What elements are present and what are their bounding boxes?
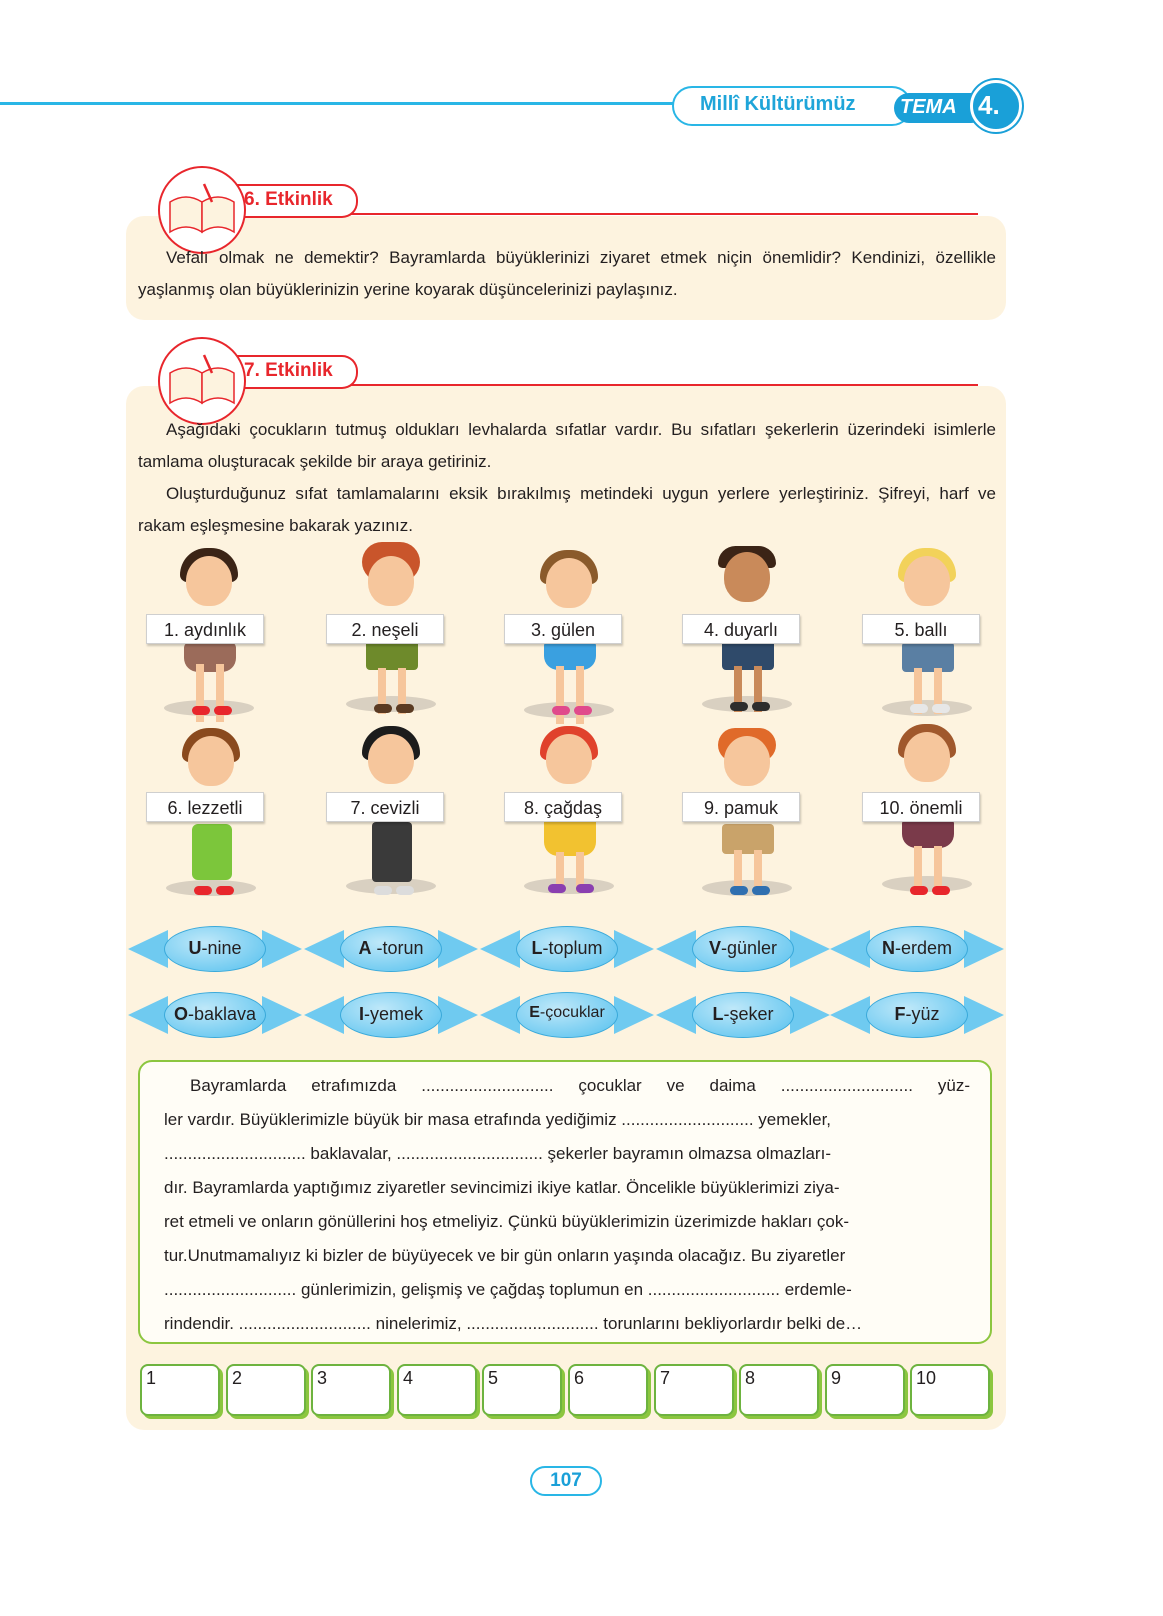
- candy-wrapper: [438, 996, 478, 1034]
- candy: [128, 924, 302, 974]
- shoe: [730, 702, 748, 711]
- candy-label: [866, 1004, 968, 1025]
- answer-box-number: 4: [403, 1368, 414, 1388]
- candy-wrapper: [262, 930, 302, 968]
- passage-line: ............................ günlerimizin, gelişmiş ve çağdaş toplumun en ............................ erdemle-: [164, 1280, 852, 1299]
- head: [904, 556, 950, 606]
- candy-word: -baklava: [187, 1004, 257, 1024]
- adjective-sign: 5. ballı: [862, 614, 980, 644]
- candy-letter: I: [358, 1004, 364, 1024]
- candy-letter: L: [531, 938, 543, 958]
- shoe: [194, 886, 212, 895]
- candy-word: -şeker: [723, 1004, 774, 1024]
- shoe: [552, 706, 570, 715]
- adjective-sign: 6. lezzetli: [146, 792, 264, 822]
- candy: [304, 924, 478, 974]
- candy: [830, 990, 1004, 1040]
- candy-letter: A: [358, 938, 372, 958]
- candy-wrapper: [128, 930, 168, 968]
- candy-wrapper: [964, 930, 1004, 968]
- candy-wrapper: [128, 996, 168, 1034]
- answer-box-number: 9: [831, 1368, 842, 1388]
- candy-word: -torun: [371, 938, 424, 958]
- candy-letter: U: [188, 938, 202, 958]
- answer-box[interactable]: [397, 1364, 477, 1416]
- activity7-instruction-1: Aşağıdaki çocukların tutmuş oldukları levhalarda sıfatlar vardır. Bu sıfatları şekerlerin üzerindeki isimlerle tamlama oluşturacak şekilde bir araya getiriniz.: [138, 420, 996, 471]
- candy-label: [164, 1004, 266, 1025]
- activity6-text: Vefalı olmak ne demektir? Bayramlarda büyüklerinizi ziyaret etmek niçin önemlidir? Kendinizi, özellikle yaşlanmış olan büyüklerinizin yerine koyarak düşüncelerinizi paylaşınız.: [138, 248, 996, 299]
- shoe: [216, 886, 234, 895]
- shoe: [396, 704, 414, 713]
- passage-line: dır. Bayramlarda yaptığımız ziyaretler sevincimizi ikiye katlar. Öncelikle büyüklerimizi ziya-: [164, 1178, 840, 1197]
- shoe: [214, 706, 232, 715]
- answer-box-number: 3: [317, 1368, 328, 1388]
- page-number: 107: [550, 1470, 582, 1491]
- candy-wrapper: [262, 996, 302, 1034]
- pants: [192, 824, 232, 880]
- passage-line: .............................. baklavalar, ............................... şekerler bayramın olmazsa olmazları-: [164, 1144, 831, 1163]
- answer-box[interactable]: [226, 1364, 306, 1416]
- candy-letter: E: [529, 1004, 540, 1021]
- tema-number: 4.: [978, 90, 1000, 120]
- candy: [480, 924, 654, 974]
- adjective-sign: 4. duyarlı: [682, 614, 800, 644]
- candy-wrapper: [830, 996, 870, 1034]
- candy-word: -çocuklar: [539, 1004, 605, 1021]
- head: [368, 734, 414, 784]
- head: [188, 736, 234, 786]
- candy-wrapper: [480, 996, 520, 1034]
- candy-label: [692, 938, 794, 959]
- adjective-sign: 8. çağdaş: [504, 792, 622, 822]
- candy-label: [516, 1004, 618, 1022]
- header-rule: [0, 102, 680, 105]
- answer-box[interactable]: [482, 1364, 562, 1416]
- activity7-rule: [350, 384, 978, 386]
- candy-label: [692, 1004, 794, 1025]
- candy-wrapper: [790, 930, 830, 968]
- passage-line: ler vardır. Büyüklerimizle büyük bir masa etrafında yediğimiz ............................ yemekler,: [164, 1110, 832, 1129]
- candy-word: -yemek: [364, 1004, 424, 1024]
- answer-box-number: 6: [574, 1368, 585, 1388]
- shoe: [910, 704, 928, 713]
- shoe: [752, 886, 770, 895]
- candy: [128, 990, 302, 1040]
- candy-label: [340, 1004, 442, 1025]
- candy-wrapper: [480, 930, 520, 968]
- candy-label: [866, 938, 968, 959]
- candy-wrapper: [304, 930, 344, 968]
- shoe: [932, 886, 950, 895]
- shoe: [910, 886, 928, 895]
- shoe: [932, 704, 950, 713]
- activity6-rule: [350, 213, 978, 215]
- answer-box-number: 1: [146, 1368, 157, 1388]
- shoe: [192, 706, 210, 715]
- head: [724, 552, 770, 602]
- candy-word: -günler: [720, 938, 778, 958]
- shoe: [548, 884, 566, 893]
- activity7-instruction-2: Oluşturduğunuz sıfat tamlamalarını eksik bırakılmış metindeki uygun yerlere yerleştiriniz. Şifreyi, harf ve rakam eşleşmesine bakarak yazınız.: [138, 484, 996, 535]
- adjective-sign: 2. neşeli: [326, 614, 444, 644]
- answer-box-number: 2: [232, 1368, 243, 1388]
- activity7-title: 7. Etkinlik: [244, 360, 333, 381]
- adjective-sign: 9. pamuk: [682, 792, 800, 822]
- candy: [830, 924, 1004, 974]
- adjective-sign: 7. cevizli: [326, 792, 444, 822]
- answer-box[interactable]: [910, 1364, 990, 1416]
- passage-line: rindendir. ............................ ninelerimiz, ............................ torunlarını bekliyorlardır belki de…: [164, 1314, 863, 1333]
- candy-label: [340, 938, 442, 959]
- answer-box[interactable]: [568, 1364, 648, 1416]
- candy-letter: L: [712, 1004, 724, 1024]
- answer-box-number: 8: [745, 1368, 756, 1388]
- candy-wrapper: [964, 996, 1004, 1034]
- candy: [656, 990, 830, 1040]
- candy-label: [516, 938, 618, 959]
- shoe: [574, 706, 592, 715]
- theme-title: Millî Kültürümüz: [700, 93, 856, 115]
- answer-box[interactable]: [654, 1364, 734, 1416]
- adjective-sign: 10. önemli: [862, 792, 980, 822]
- tema-label: TEMA: [900, 96, 957, 118]
- head: [724, 736, 770, 786]
- candy-word: -erdem: [894, 938, 952, 958]
- candy-letter: O: [173, 1004, 188, 1024]
- candy-wrapper: [614, 996, 654, 1034]
- candy-word: -nine: [201, 938, 242, 958]
- head: [368, 556, 414, 606]
- candy: [480, 990, 654, 1040]
- adjective-sign: 3. gülen: [504, 614, 622, 644]
- shoe: [752, 702, 770, 711]
- passage-line: ret etmeli ve onların gönüllerini hoş etmeliyiz. Çünkü büyüklerimizin üzerimizde hakları çok-: [164, 1212, 850, 1231]
- open-book-icon: [166, 180, 238, 240]
- candy-letter: V: [708, 938, 721, 958]
- answer-box-number: 7: [660, 1368, 671, 1388]
- open-book-icon: [166, 351, 238, 411]
- answer-box-number: 10: [916, 1368, 937, 1388]
- answer-box-number: 5: [488, 1368, 499, 1388]
- head: [546, 558, 592, 608]
- legs: [556, 666, 584, 724]
- candy-label: [164, 938, 266, 959]
- head: [904, 732, 950, 782]
- candy-wrapper: [656, 930, 696, 968]
- head: [186, 556, 232, 606]
- candy-wrapper: [438, 930, 478, 968]
- answer-box[interactable]: [825, 1364, 905, 1416]
- candy-wrapper: [830, 930, 870, 968]
- answer-box[interactable]: [311, 1364, 391, 1416]
- passage-line: Bayramlarda etrafımızda ............................ çocuklar ve daima ............................ yüz-: [190, 1076, 970, 1095]
- shoe: [374, 886, 392, 895]
- answer-box[interactable]: [140, 1364, 220, 1416]
- candy-wrapper: [790, 996, 830, 1034]
- head: [546, 734, 592, 784]
- shoe: [396, 886, 414, 895]
- shoe: [576, 884, 594, 893]
- passage-line: tur.Unutmamalıyız ki bizler de büyüyecek ve bir gün onların yaşında olacağız. Bu ziyaretler: [164, 1246, 846, 1265]
- candy-letter: F: [894, 1004, 906, 1024]
- answer-box[interactable]: [739, 1364, 819, 1416]
- candy-wrapper: [614, 930, 654, 968]
- candy-wrapper: [656, 996, 696, 1034]
- candy-wrapper: [304, 996, 344, 1034]
- shoe: [374, 704, 392, 713]
- pants: [372, 822, 412, 882]
- candy-word: -yüz: [905, 1004, 940, 1024]
- candy-letter: N: [881, 938, 895, 958]
- candy-word: -toplum: [542, 938, 603, 958]
- candy: [656, 924, 830, 974]
- candy: [304, 990, 478, 1040]
- shoe: [730, 886, 748, 895]
- activity6-title: 6. Etkinlik: [244, 189, 333, 210]
- legs: [914, 846, 942, 890]
- adjective-sign: 1. aydınlık: [146, 614, 264, 644]
